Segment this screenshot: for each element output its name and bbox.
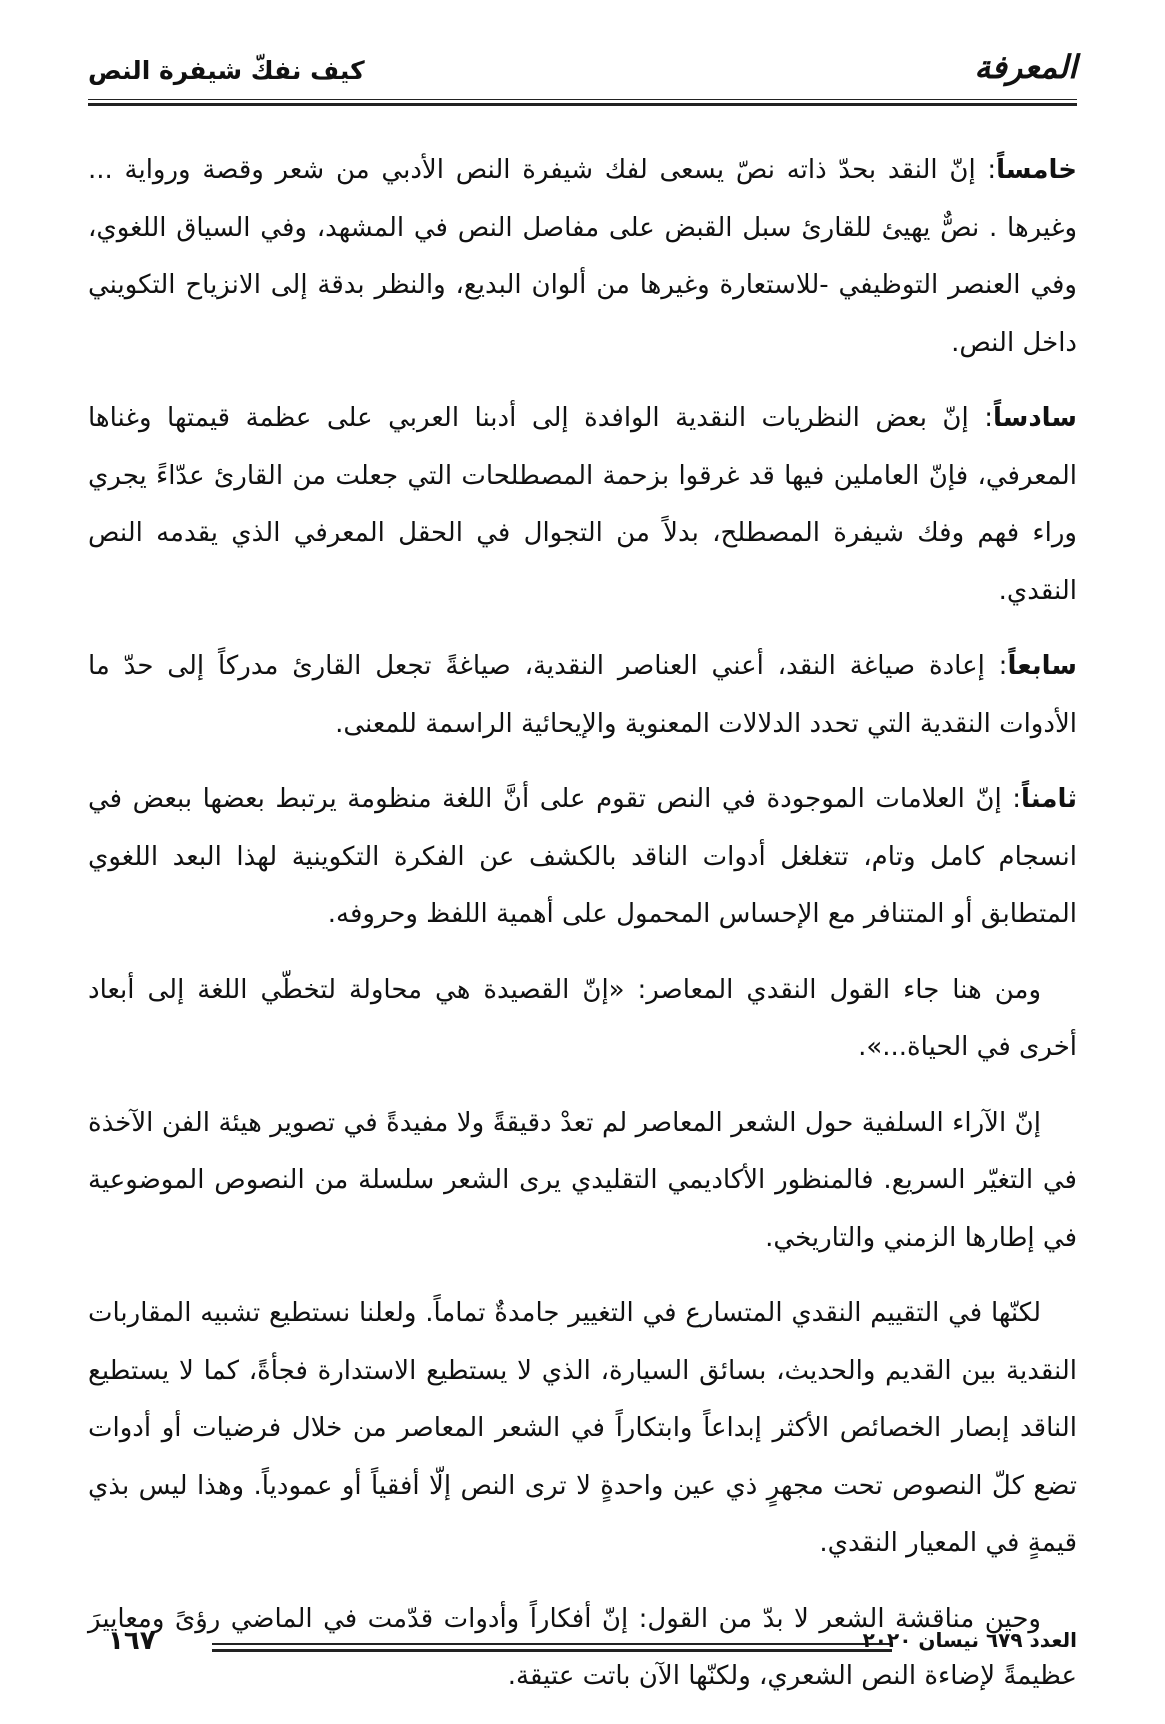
page-number: ١٦٧ <box>108 1626 156 1656</box>
page-footer <box>88 1624 1077 1664</box>
running-title: كيف نفكّ شيفرة النص <box>88 56 365 85</box>
paragraph-text: لكنّها في التقييم النقدي المتسارع في التغيير جامدةٌ تماماً. ولعلنا نستطيع تشبيه المقاربات النقدية بين القديم والحديث، بسائق السيارة، الذي لا يستطيع الاستدارة فجأةً، كما لا يستطيع الناقد إبصار الخصائص الأكثر إبداعاً وابتكاراً في الشعر المعاصر من خلال فرضيات أو أدوات تضع كلّ النصوص تحت مجهرٍ ذي عين واحدةٍ لا ترى النص إلّا أفقياً أو عمودياً. وهذا ليس بذي قيمةٍ في المعيار النقدي. <box>88 1298 1077 1558</box>
paragraph-text: : إنّ بعض النظريات النقدية الوافدة إلى أدبنا العربي على عظمة قيمتها وغناها المعرفي، فإنّ العاملين فيها قد غرقوا بزحمة المصطلحات التي جعلت من القارئ عدّاءً يجري وراء فهم وفك شيفرة المصطلح، بدلاً من التجوال في الحقل المعرفي الذي يقدمه النص النقدي. <box>88 403 1077 606</box>
article-body <box>88 142 1077 1724</box>
paragraph-text: : إنّ النقد بحدّ ذاته نصّ يسعى لفك شيفرة النص الأدبي من شعر وقصة ورواية ... وغيرها . نصٌّ يهيئ للقارئ سبل القبض على مفاصل النص في المشهد، وفي السياق اللغوي، وفي العنصر التوظيفي -للاستعارة وغيرها من ألوان البديع، والنظر بدقة إلى الانزياح التكويني داخل النص. <box>88 155 1077 358</box>
footer-rule-thin <box>212 1643 892 1645</box>
paragraph-eighth <box>88 771 1077 944</box>
paragraph-text: ومن هنا جاء القول النقدي المعاصر: «إنّ القصيدة هي محاولة لتخطّي اللغة إلى أبعاد أخرى في الحياة...». <box>88 974 1077 1062</box>
paragraph-lead: خامساً <box>996 155 1077 185</box>
page-header <box>88 40 1077 102</box>
paragraph-text: إنّ الآراء السلفية حول الشعر المعاصر لم تعدْ دقيقةً ولا مفيدةً في تصوير هيئة الفن الآخذة في التغيّر السريع. فالمنظور الأكاديمي التقليدي يرى الشعر سلسلة من النصوص الموضوعية في إطارها الزمني والتاريخي. <box>88 1107 1077 1253</box>
magazine-logo: المعرفة <box>974 48 1077 86</box>
paragraph-critical-evaluation <box>88 1285 1077 1573</box>
paragraph-salafi-views <box>88 1095 1077 1268</box>
header-rule-thin <box>88 99 1077 100</box>
paragraph-sixth <box>88 390 1077 620</box>
footer-rule-thick <box>212 1649 892 1652</box>
paragraph-fifth <box>88 142 1077 372</box>
paragraph-seventh <box>88 638 1077 753</box>
paragraph-quote <box>88 962 1077 1077</box>
paragraph-text: وحين مناقشة الشعر لا بدّ من القول: إنّ أفكاراً وأدوات قدّمت في الماضي رؤىً ومعاييرَ عظيمةً لإضاءة النص الشعري، ولكنّها الآن باتت عتيقة. <box>88 1603 1077 1691</box>
header-rule-thick <box>88 103 1077 106</box>
paragraph-lead: سادساً <box>992 403 1077 433</box>
paragraph-text: : إعادة صياغة النقد، أعني العناصر النقدية، صياغةً تجعل القارئ مدركاً إلى حدّ ما الأدوات النقدية التي تحدد الدلالات المعنوية والإيحائية الراسمة للمعنى. <box>88 651 1077 739</box>
paragraph-text: : إنّ العلامات الموجودة في النص تقوم على أنَّ اللغة منظومة يرتبط بعضها ببعض في انسجام كامل وتام، تتغلغل أدوات الناقد بالكشف عن الفكرة التكوينية لهذا البعد اللغوي المتطابق أو المتنافر مع الإحساس المحمول على أهمية اللفظ وحروفه. <box>88 784 1077 929</box>
paragraph-lead: ثامناً <box>1021 784 1077 814</box>
issue-info: العدد ٦٧٩ نيسان ٢٠٢٠ <box>862 1628 1077 1652</box>
paragraph-lead: سابعاً <box>1007 651 1077 681</box>
